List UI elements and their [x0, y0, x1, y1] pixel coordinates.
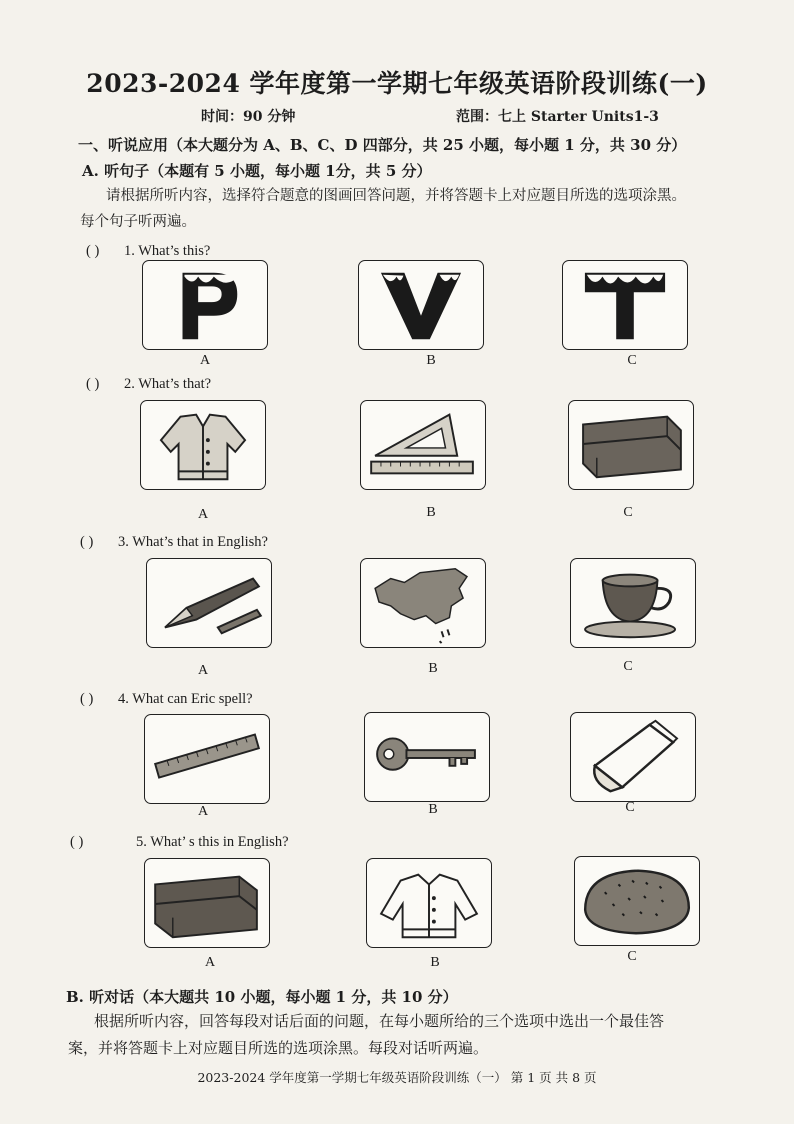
- eraser-icon: [571, 713, 695, 801]
- option-letter-v[interactable]: [358, 260, 484, 350]
- question-text: 3. What’s that in English?: [118, 534, 268, 550]
- part-b-instruction: 根据所听内容，回答每段对话后面的问题，在每小题所给的三个选项中选出一个最佳答: [94, 1012, 665, 1030]
- answer-blank[interactable]: ( ): [80, 534, 94, 550]
- quilt-icon: [145, 859, 269, 947]
- option-label: B: [426, 505, 436, 520]
- option-key[interactable]: [364, 712, 490, 802]
- cup-icon: [571, 559, 695, 647]
- option-cup[interactable]: [570, 558, 696, 648]
- option-label: B: [426, 353, 436, 368]
- option-quilt[interactable]: [144, 858, 270, 948]
- question-text: 5. What’ s this in English?: [136, 834, 289, 850]
- option-label: A: [204, 955, 216, 970]
- question-1: [86, 243, 210, 260]
- part-a-heading: A. 听句子（本题有 5 小题，每小题 1分，共 5 分）: [82, 162, 432, 180]
- section-heading: 一、听说应用（本大题分为 A、B、C、D 四部分，共 25 小题，每小题 1 分，共 30 分）: [78, 136, 687, 154]
- answer-blank[interactable]: ( ): [86, 243, 100, 259]
- option-letter-p[interactable]: [142, 260, 268, 350]
- question-4: [80, 691, 253, 708]
- letter-p-icon: [143, 261, 267, 349]
- pen-icon: [147, 559, 271, 647]
- option-jacket[interactable]: [366, 858, 492, 948]
- option-label: C: [623, 659, 633, 674]
- option-ruler[interactable]: [144, 714, 270, 804]
- answer-blank[interactable]: ( ): [80, 691, 94, 707]
- option-label: C: [625, 800, 635, 815]
- option-label: A: [197, 804, 209, 819]
- question-5: [70, 834, 289, 851]
- question-text: 2. What’s that?: [124, 376, 212, 392]
- ruler-set-square-icon: [361, 401, 485, 489]
- map-icon: [361, 559, 485, 647]
- time-info: 时间：90 分钟: [201, 109, 296, 125]
- page-title: 2023-2024 学年度第一学期七年级英语阶段训练(一): [86, 69, 708, 98]
- question-text: 4. What can Eric spell?: [118, 691, 253, 707]
- part-a-instruction-2: 每个句子听两遍。: [80, 214, 196, 230]
- quilt-icon: [569, 401, 693, 489]
- bread-icon: [575, 857, 699, 945]
- option-label: A: [197, 663, 209, 678]
- letter-t-icon: [563, 261, 687, 349]
- part-b-heading: B. 听对话（本大题共 10 小题，每小题 1 分，共 10 分）: [66, 988, 458, 1006]
- option-label: B: [430, 955, 440, 970]
- option-label: C: [627, 353, 637, 368]
- option-label: C: [623, 505, 633, 520]
- option-ruler-set-square[interactable]: [360, 400, 486, 490]
- option-label: B: [428, 802, 438, 817]
- jacket-icon: [367, 859, 491, 947]
- question-2: [86, 376, 211, 393]
- answer-blank[interactable]: ( ): [70, 834, 84, 850]
- page-footer: 2023-2024 学年度第一学期七年级英语阶段训练（一） 第 1 页 共 8 页: [197, 1070, 597, 1085]
- option-pen[interactable]: [146, 558, 272, 648]
- option-label: B: [428, 661, 438, 676]
- option-letter-t[interactable]: [562, 260, 688, 350]
- part-b-instruction-2: 案，并将答题卡上对应题目所选的选项涂黑。每段对话听两遍。: [68, 1039, 489, 1057]
- option-map[interactable]: [360, 558, 486, 648]
- answer-blank[interactable]: ( ): [86, 376, 100, 392]
- key-icon: [365, 713, 489, 801]
- question-3: [80, 534, 268, 551]
- option-label: C: [627, 949, 637, 964]
- scope-info: 范围：七上 Starter Units1-3: [456, 109, 659, 125]
- question-text: 1. What’s this?: [124, 243, 211, 259]
- option-label: A: [199, 353, 211, 368]
- option-bread[interactable]: [574, 856, 700, 946]
- option-jacket[interactable]: [140, 400, 266, 490]
- part-a-instruction: 请根据所听内容，选择符合题意的图画回答问题，并将答题卡上对应题目所选的选项涂黑。: [106, 188, 686, 204]
- option-quilt[interactable]: [568, 400, 694, 490]
- option-eraser[interactable]: [570, 712, 696, 802]
- ruler-icon: [145, 715, 269, 803]
- jacket-icon: [141, 401, 265, 489]
- letter-v-icon: [359, 261, 483, 349]
- option-label: A: [197, 507, 209, 522]
